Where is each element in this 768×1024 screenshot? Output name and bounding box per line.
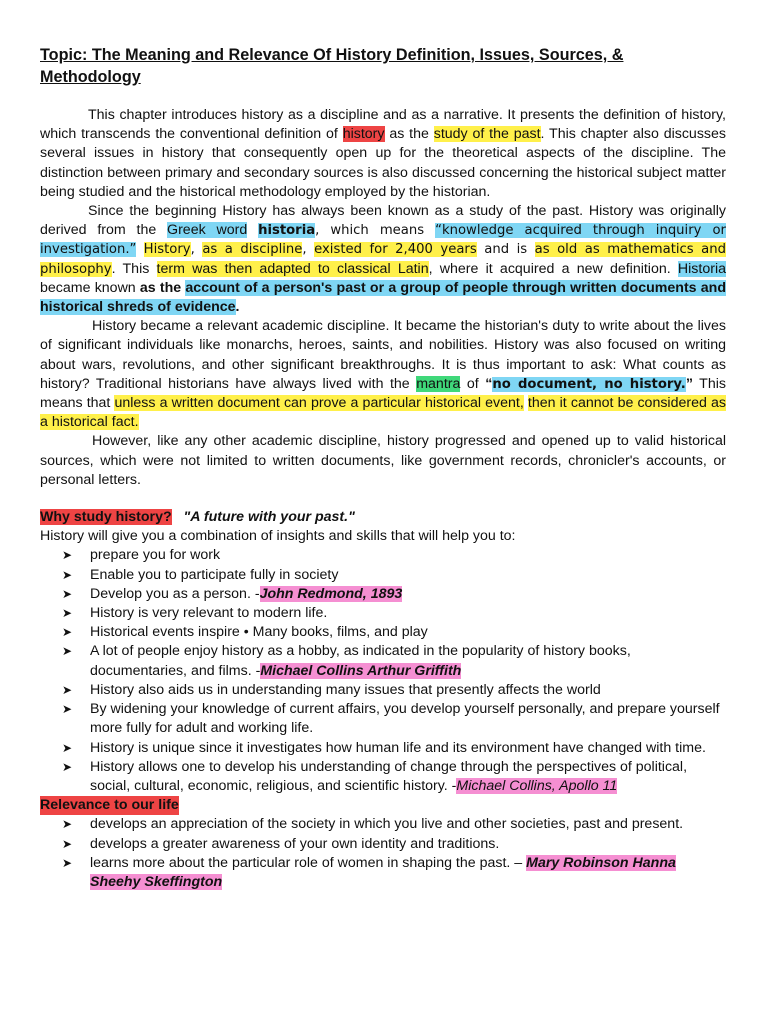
list-item bbox=[40, 835, 726, 854]
list-item-text: learns more about the particular role of women in shaping the past. – bbox=[90, 854, 527, 871]
list-item-text: prepare you for work bbox=[90, 547, 221, 564]
arrowhead-bullet-icon: ➤ bbox=[62, 625, 73, 640]
list-item bbox=[40, 700, 726, 738]
highlight-as-old-as: as old as mathematics and philosophy bbox=[40, 242, 726, 277]
list-item-text: History is very relevant to modern life. bbox=[90, 605, 328, 622]
list-item bbox=[40, 681, 726, 700]
citation-highlight: John Redmond, 1893 bbox=[259, 585, 403, 602]
list-item bbox=[40, 566, 726, 585]
arrowhead-bullet-icon: ➤ bbox=[62, 682, 73, 697]
list-item bbox=[40, 585, 726, 604]
highlight-study-of-past: study of the past bbox=[433, 126, 541, 143]
origin-paragraph: Since the beginning History has always been known as a study of the past. History was originally derived from the Greek word historia, which means “knowledge acquired through inquiry or investigation.” History, as a discipline, existed for 2,400 years and is as old as mathematics and philosophy. This term was then adapted to classical Latin, where it acquired a new definition. Historia became known as the account of a person's past or a group of people through written documents and historical shreds of evidence. bbox=[40, 203, 726, 316]
highlight-greek-word: Greek word bbox=[167, 222, 248, 239]
arrowhead-bullet-icon: ➤ bbox=[62, 836, 73, 851]
list-item bbox=[40, 854, 726, 892]
highlight-as-a-discipline: as a discipline bbox=[202, 242, 303, 258]
highlight-unless-written-document: unless a written document can prove a particular historical event, bbox=[114, 395, 524, 412]
list-item-text: History allows one to develop his understanding of change through the perspectives of political, social, cultural, economic, religious, and scientific history. - bbox=[90, 758, 688, 794]
highlight-historia-latin: Historia bbox=[677, 260, 726, 277]
list-item-text: History is unique since it investigates how human life and its environment have changed with time. bbox=[90, 739, 706, 756]
arrowhead-bullet-icon: ➤ bbox=[62, 855, 73, 870]
arrowhead-bullet-icon: ➤ bbox=[62, 644, 73, 659]
document-page bbox=[40, 44, 726, 892]
relevance-heading: Relevance to our life bbox=[40, 796, 179, 815]
page-title: Topic: The Meaning and Relevance Of History Definition, Issues, Sources, & Methodology bbox=[40, 46, 624, 86]
arrowhead-bullet-icon: ➤ bbox=[62, 759, 73, 774]
why-study-heading bbox=[40, 508, 726, 527]
list-item-text: Enable you to participate fully in society bbox=[90, 566, 339, 583]
discipline-paragraph: History became a relevant academic discipline. It became the historian's duty to write about the lives of significant individuals like monarchs, heroes, saints, and nobilities. History was also focused on writing about wars, revolutions, and other significant breakthroughs. It is thus important to ask: What counts as history? Traditional historians have always lived with the mantra of “no document, no history.” This means that unless a written document can prove a particular historical event, then it cannot be considered as a historical fact. bbox=[40, 318, 726, 431]
why-study-intro: History will give you a combination of insights and skills that will help you to: bbox=[40, 528, 516, 545]
highlight-historia: historia bbox=[258, 223, 316, 239]
highlight-history: history bbox=[342, 126, 385, 143]
relevance-list bbox=[40, 815, 726, 892]
citation-highlight: Michael Collins Arthur Griffith bbox=[260, 662, 462, 679]
arrowhead-bullet-icon: ➤ bbox=[62, 817, 73, 832]
arrowhead-bullet-icon: ➤ bbox=[62, 567, 73, 582]
citation-highlight: Mary Robinson Hanna Sheehy Skeffington bbox=[90, 854, 676, 890]
highlight-no-document-no-history: no document, no history. bbox=[492, 376, 686, 392]
why-study-quote: "A future with your past." bbox=[183, 509, 355, 526]
arrowhead-bullet-icon: ➤ bbox=[62, 702, 73, 717]
highlight-mantra: mantra bbox=[416, 375, 461, 392]
highlight-history-word: History bbox=[143, 242, 191, 258]
list-item-text: Develop you as a person. - bbox=[90, 585, 260, 602]
highlight-knowledge-definition: “knowledge acquired through inquiry or investigation.” bbox=[40, 223, 726, 258]
list-item bbox=[40, 623, 726, 642]
arrowhead-bullet-icon: ➤ bbox=[62, 548, 73, 563]
why-study-list bbox=[40, 546, 726, 796]
arrowhead-bullet-icon: ➤ bbox=[62, 586, 73, 601]
intro-paragraph: This chapter introduces history as a discipline and as a narrative. It presents the definition of history, which transcends the conventional definition of history as the study of the past. This chapter also discusses several issues in history that consequently open up for the theoretical aspects of the discipline. The distinction between primary and secondary sources is also discussed concerning the historical subject matter being studied and the historical methodology employed by the historian. bbox=[40, 107, 726, 200]
list-item bbox=[40, 642, 726, 680]
list-item bbox=[40, 604, 726, 623]
list-item bbox=[40, 758, 726, 796]
highlight-latin-term: term was then adapted to classical Latin bbox=[156, 260, 429, 277]
list-item-text: By widening your knowledge of current affairs, you develop yourself personally, and prepare yourself more fully for adult and working life. bbox=[90, 701, 720, 737]
citation-highlight: Michael Collins, Apollo 11 bbox=[456, 777, 618, 794]
list-item bbox=[40, 739, 726, 758]
list-item-text: A lot of people enjoy history as a hobby, as indicated in the popularity of history books, documentaries, and films. - bbox=[90, 643, 631, 679]
list-item bbox=[40, 815, 726, 834]
progress-paragraph: However, like any other academic discipline, history progressed and opened up to valid historical sources, which were not limited to written documents, like government records, chronicler's accounts, or personal letters. bbox=[40, 433, 726, 488]
why-study-label: Why study history? bbox=[40, 509, 172, 526]
highlight-not-historical-fact: then it cannot be considered as a historical fact. bbox=[40, 395, 726, 431]
list-item-text: develops an appreciation of the society in which you live and other societies, past and present. bbox=[90, 816, 684, 833]
list-item-text: History also aids us in understanding many issues that presently affects the world bbox=[90, 681, 601, 698]
arrowhead-bullet-icon: ➤ bbox=[62, 606, 73, 621]
highlight-existed-2400-years: existed for 2,400 years bbox=[314, 242, 477, 258]
list-item bbox=[40, 546, 726, 565]
list-item-text: Historical events inspire • Many books, films, and play bbox=[90, 624, 428, 641]
list-item-text: develops a greater awareness of your own identity and traditions. bbox=[90, 835, 500, 852]
highlight-account-definition: account of a person's past or a group of people through written documents and historical shreds of evidence bbox=[40, 279, 726, 316]
arrowhead-bullet-icon: ➤ bbox=[62, 740, 73, 755]
